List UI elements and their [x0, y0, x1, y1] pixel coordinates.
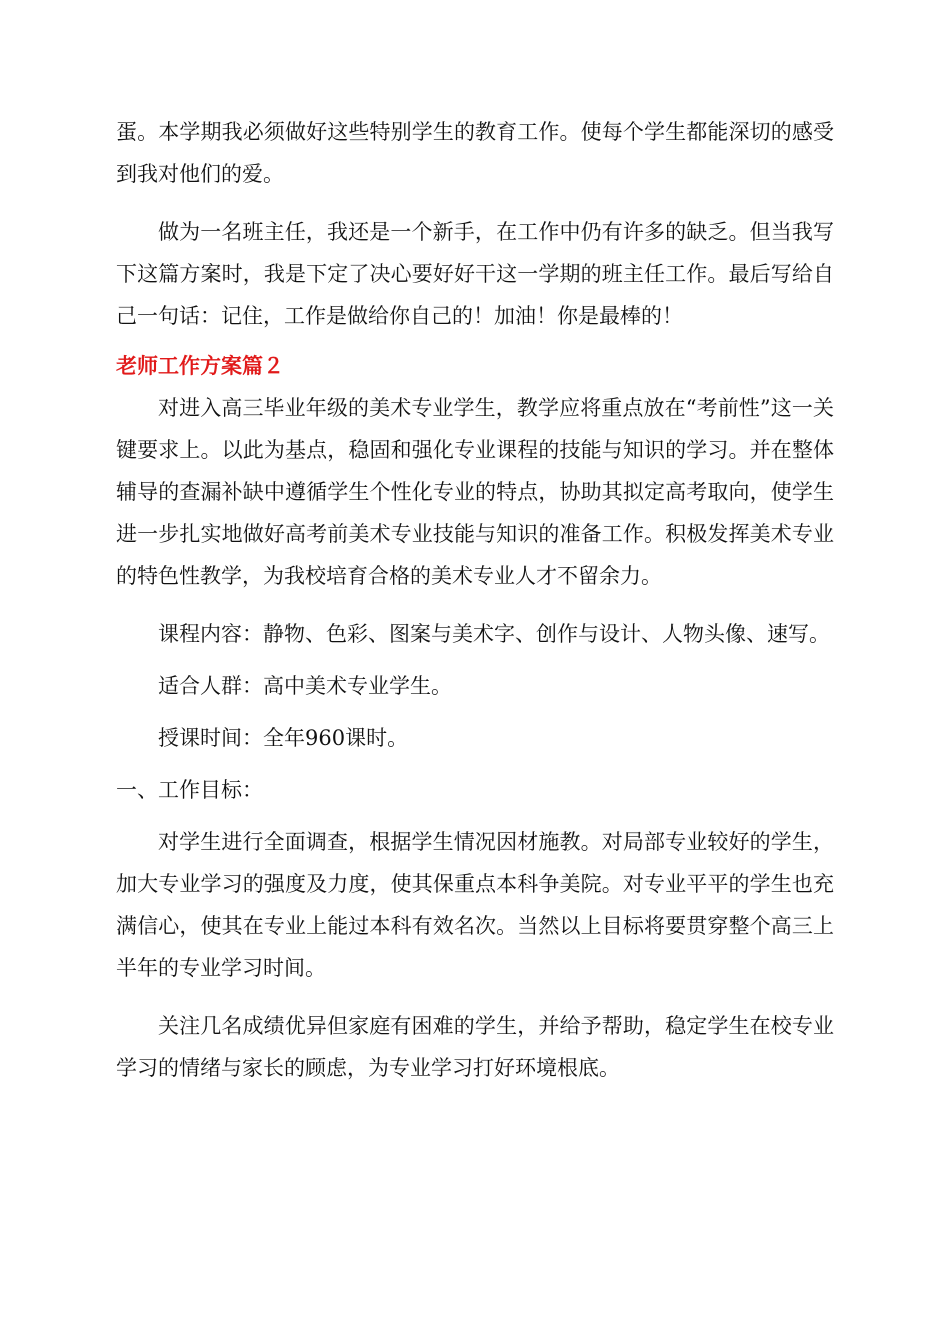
paragraph-intro-tail: 蛋。本学期我必须做好这些特别学生的教育工作。使每个学生都能深切的感受到我对他们的爱。 — [116, 120, 834, 186]
paragraph-closing: 做为一名班主任，我还是一个新手，在工作中仍有许多的缺乏。但当我写下这篇方案时，我是下定了决心要好好干这一学期的班主任工作。最后写给自己一句话：记住，工作是做给你自己的！加油！你是最棒的！ — [116, 220, 834, 328]
section-heading: 老师工作方案篇２ — [116, 354, 284, 378]
paragraph-hours: 授课时间：全年960课时。 — [158, 726, 409, 750]
paragraph-goal-1: 对学生进行全面调查，根据学生情况因材施教。对局部专业较好的学生，加大专业学习的强度及力度，使其保重点本科争美院。对专业平平的学生也充满信心，使其在专业上能过本科有效名次。当然以上目标将要贯穿整个高三上半年的专业学习时间。 — [116, 830, 834, 980]
paragraph-goal-2: 关注几名成绩优异但家庭有困难的学生，并给予帮助，稳定学生在校专业学习的情绪与家长的顾虑，为专业学习打好环境根底。 — [116, 1014, 834, 1080]
goal-heading: 一、工作目标： — [116, 778, 263, 802]
paragraph-audience: 适合人群：高中美术专业学生。 — [158, 674, 452, 698]
document-body — [116, 111, 834, 1089]
paragraph-intro: 对进入高三毕业年级的美术专业学生，教学应将重点放在“考前性”这一关键要求上。以此为基点，稳固和强化专业课程的技能与知识的学习。并在整体辅导的查漏补缺中遵循学生个性化专业的特点，协助其拟定高考取向，使学生进一步扎实地做好高考前美术专业技能与知识的准备工作。积极发挥美术专业的特色性教学，为我校培育合格的美术专业人才不留余力。 — [116, 396, 834, 588]
paragraph-course-content: 课程内容：静物、色彩、图案与美术字、创作与设计、人物头像、速写。 — [158, 622, 830, 646]
